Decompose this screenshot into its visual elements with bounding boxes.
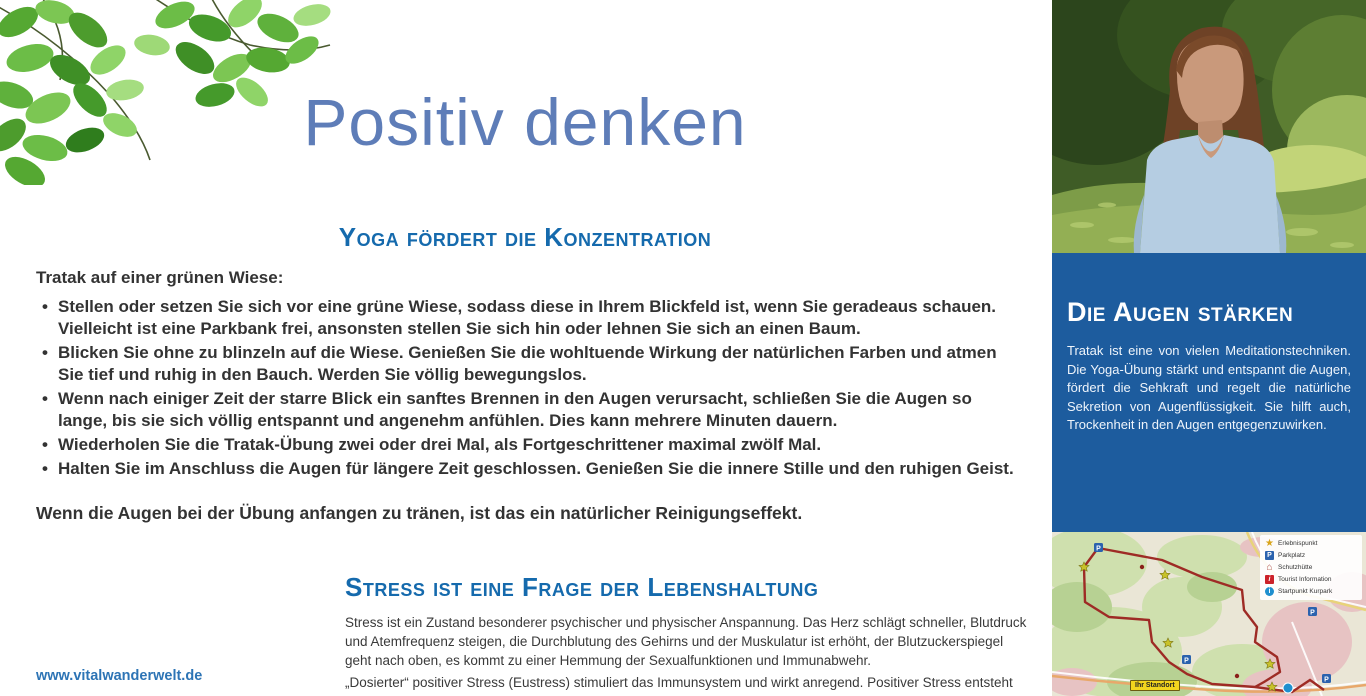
legend-item: P Parkplatz	[1265, 551, 1357, 560]
section1-heading: Yoga fördert die Konzentration	[338, 222, 712, 252]
svg-text:P: P	[1324, 676, 1329, 684]
section1-closing-note: Wenn die Augen bei der Übung anfangen zu tränen, ist das ein natürlicher Reinigungseffekt.	[36, 503, 803, 523]
page-title: Positiv denken	[303, 85, 747, 159]
website-link[interactable]: www.vitalwanderwelt.de	[36, 668, 203, 684]
svg-text:P: P	[1184, 657, 1189, 665]
infobox-text: Tratak ist eine von vielen Meditationstechniken. Die Yoga-Übung stärkt und entspannt die Augen, fördert die Sehkraft und regelt die natürliche Sekretion von Augenflüssigkeit. Sie hilft auch, Trockenheit in den Augen entgegenzuwirken.	[1067, 343, 1351, 432]
infobox-augen-staerken	[1052, 253, 1366, 532]
hut-icon: ⌂	[1266, 562, 1273, 573]
list-item: • Blicken Sie ohne zu blinzeln auf die Wiese. Genießen Sie die wohltuende Wirkung der natürlichen Farben und atmen Sie tief und ruhig in den Bauch. Werden Sie völlig bewegungslos.	[40, 342, 1025, 386]
svg-text:P: P	[1096, 545, 1101, 553]
parking-icon: P	[1265, 551, 1274, 560]
start-point-icon: i	[1265, 587, 1274, 596]
section2-paragraph-2: „Dosierter“ positiver Stress (Eustress) stimuliert das Immunsystem und wirkt anregend. Positiver Stress entsteht	[345, 675, 1013, 690]
section2-heading: Stress ist eine Frage der Lebenshaltung	[345, 572, 819, 602]
list-item: • Wenn nach einiger Zeit der starre Blick ein sanftes Brennen in den Augen verursacht, schließen Sie die Augen so lange, bis sie sich völlig entspannt und angenehm anfühlen. Dies kann mehrere Minuten dauern.	[40, 388, 1025, 432]
list-item: • Stellen oder setzen Sie sich vor eine grüne Wiese, sodass diese in Ihrem Blickfeld ist, wenn Sie geradeaus schauen. Vielleicht ist eine Parkbank frei, ansonsten stellen Sie sich hin oder lehnen Sie sich an einen Baum.	[40, 296, 1025, 340]
section1-intro: Tratak auf einer grünen Wiese:	[36, 268, 284, 287]
sidebar	[1052, 0, 1366, 696]
infobox-heading: Die Augen stärken	[1067, 297, 1294, 327]
instruction-list	[40, 296, 1025, 482]
trail-map	[1052, 532, 1366, 696]
woman-meadow-photo	[1052, 0, 1366, 253]
legend-item: ★ Erlebnispunkt	[1265, 538, 1318, 549]
svg-text:P: P	[1310, 609, 1315, 617]
legend-item: i Tourist Information	[1265, 575, 1357, 584]
location-marker-label: Ihr Standort	[1130, 680, 1180, 691]
legend-item: i Startpunkt Kurpark	[1265, 587, 1357, 596]
legend-item: ⌂ Schutzhütte	[1266, 562, 1313, 573]
section2-paragraph-1: Stress ist ein Zustand besonderer psychischer und physischer Anspannung. Das Herz schlägt schneller, Blutdruck und Atemfrequenz steigen, die Durchblutung des Gehirns und der Muskulatur ist erhöht, der Blutzuckerspiegel geht nach oben, es kommt zu einer Hemmung der Sexualfunktionen und Immunabwehr.	[345, 615, 1027, 668]
map-legend	[1260, 535, 1362, 600]
list-item: • Wiederholen Sie die Tratak-Übung zwei oder drei Mal, als Fortgeschrittener maximal zwölf Mal.	[40, 434, 1025, 456]
info-icon: i	[1265, 575, 1274, 584]
list-item: • Halten Sie im Anschluss die Augen für längere Zeit geschlossen. Genießen Sie die innere Stille und den ruhigen Geist.	[40, 458, 1025, 480]
star-icon: ★	[1265, 538, 1274, 549]
